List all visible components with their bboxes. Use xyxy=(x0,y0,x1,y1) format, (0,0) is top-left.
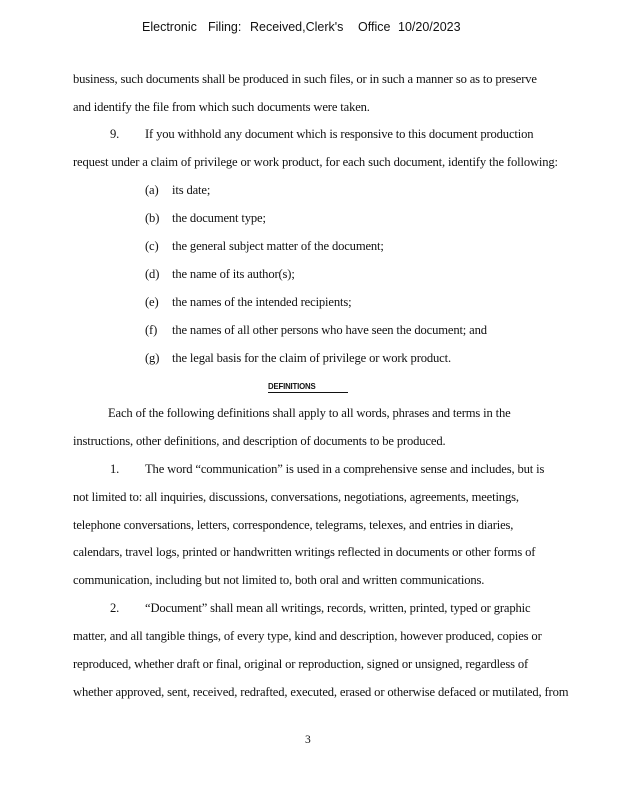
list-item-label: (f) xyxy=(145,323,158,337)
filing-stamp-date: 10/20/2023 xyxy=(398,20,461,34)
body-line: If you withhold any document which is responsive to this document production xyxy=(145,127,534,141)
list-item: the name of its author(s); xyxy=(172,267,295,281)
body-line: “Document” shall mean all writings, records, written, printed, typed or graphic xyxy=(145,601,531,615)
list-item: the names of all other persons who have seen the document; and xyxy=(172,323,487,337)
body-line: instructions, other definitions, and description of documents to be produced. xyxy=(73,434,446,448)
list-item-label: (g) xyxy=(145,351,160,365)
body-line: calendars, travel logs, printed or handwritten writings reflected in documents or other forms of xyxy=(73,545,536,559)
list-item: the names of the intended recipients; xyxy=(172,295,352,309)
paragraph-number: 1. xyxy=(110,462,120,476)
page-number: 3 xyxy=(305,734,311,746)
body-line: request under a claim of privilege or work product, for each such document, identify the following: xyxy=(73,155,558,169)
body-line: business, such documents shall be produced in such files, or in such a manner so as to preserve xyxy=(73,72,537,86)
body-line: telephone conversations, letters, correspondence, telegrams, telexes, and entries in diaries, xyxy=(73,518,514,532)
body-line: matter, and all tangible things, of every type, kind and description, however produced, copies or xyxy=(73,629,542,643)
body-line: and identify the file from which such documents were taken. xyxy=(73,100,370,114)
list-item: the legal basis for the claim of privilege or work product. xyxy=(172,351,451,365)
list-item-label: (c) xyxy=(145,239,159,253)
body-line: not limited to: all inquiries, discussions, conversations, negotiations, agreements, meetings, xyxy=(73,490,519,504)
body-line: communication, including but not limited to, both oral and written communications. xyxy=(73,573,485,587)
body-line: reproduced, whether draft or final, original or reproduction, signed or unsigned, regardless of xyxy=(73,657,529,671)
body-line: whether approved, sent, received, redrafted, executed, erased or otherwise defaced or mutilated, from xyxy=(73,685,569,699)
filing-stamp-electronic: Electronic xyxy=(142,20,197,34)
paragraph-number: 2. xyxy=(110,601,120,615)
body-line: Each of the following definitions shall apply to all words, phrases and terms in the xyxy=(108,406,511,420)
list-item-label: (a) xyxy=(145,183,159,197)
list-item-label: (e) xyxy=(145,295,159,309)
paragraph-number: 9. xyxy=(110,127,120,141)
section-heading: DEFINITIONS xyxy=(268,381,316,391)
filing-stamp-office: Office xyxy=(358,20,391,34)
list-item-label: (d) xyxy=(145,267,160,281)
list-item: the general subject matter of the document; xyxy=(172,239,384,253)
body-line: The word “communication” is used in a comprehensive sense and includes, but is xyxy=(145,462,545,476)
list-item: the document type; xyxy=(172,211,266,225)
filing-stamp-received: Received,Clerk's xyxy=(250,20,344,34)
list-item: its date; xyxy=(172,183,211,197)
filing-stamp-filing: Filing: xyxy=(208,20,242,34)
heading-underline xyxy=(268,392,348,393)
list-item-label: (b) xyxy=(145,211,160,225)
